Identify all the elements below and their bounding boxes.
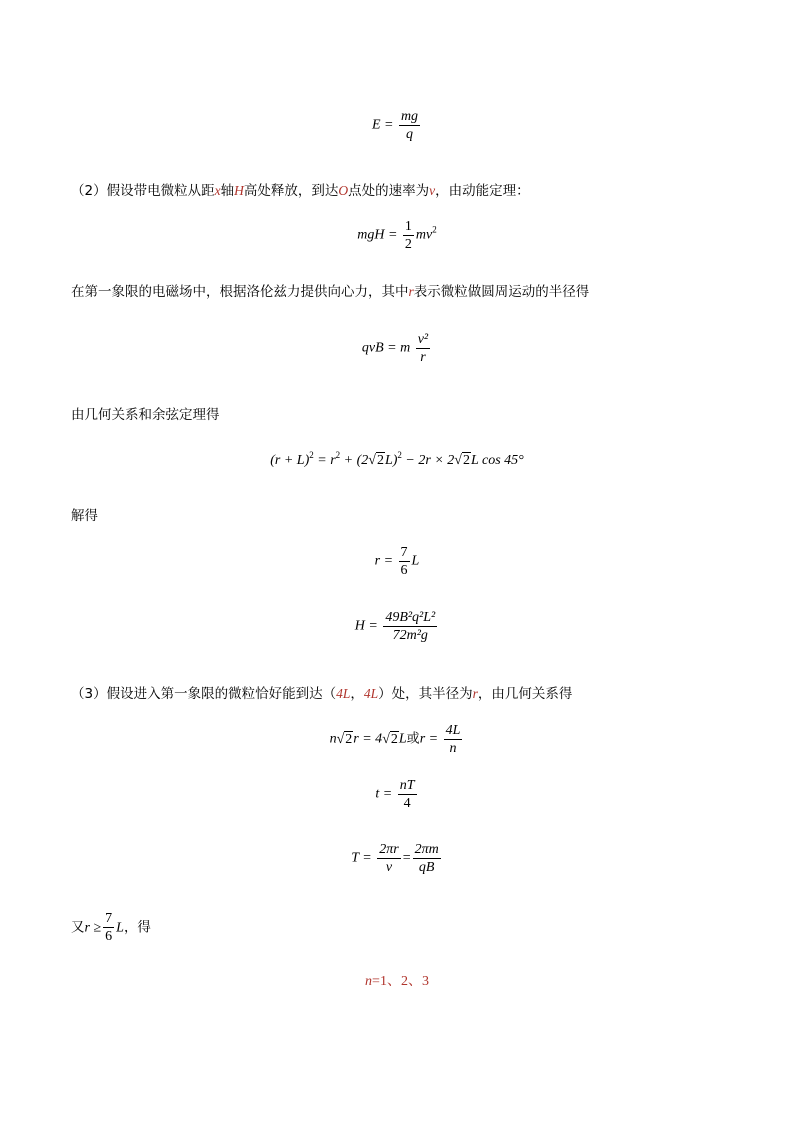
radicand: 2 — [345, 731, 353, 747]
denominator: n — [449, 741, 457, 756]
term: n — [329, 731, 337, 747]
paragraph-solve — [71, 504, 98, 524]
fraction — [399, 108, 420, 143]
text: 表示微粒做圆周运动的半径得 — [413, 284, 590, 300]
denominator: v — [385, 860, 393, 875]
denominator: q — [406, 127, 413, 142]
var-r: r — [472, 686, 478, 701]
term: (r + L) — [270, 453, 310, 468]
term: L cos 45° — [470, 453, 524, 468]
sqrt: √2 — [336, 731, 353, 747]
var-r: r — [408, 284, 414, 299]
paragraph-geometry — [71, 403, 220, 423]
radicand: 2 — [376, 453, 384, 468]
term: L) — [384, 453, 398, 468]
term: r ≥ — [84, 920, 102, 936]
numerator: 4L — [445, 723, 461, 738]
sqrt: √2 — [368, 453, 384, 468]
term: = r — [313, 453, 336, 468]
term: L — [398, 731, 407, 747]
or-text: 或 — [406, 731, 420, 747]
text: 解得 — [71, 508, 98, 524]
var-H: H — [234, 183, 244, 198]
text: （2）假设带电微粒从距 — [71, 183, 215, 199]
text: 高处释放，到达 — [243, 183, 339, 199]
radicand: 2 — [390, 731, 398, 747]
exponent: 2 — [397, 450, 402, 460]
fraction — [377, 841, 400, 876]
text: 在第一象限的电磁场中，根据洛伦兹力提供向心力，其中 — [71, 284, 409, 300]
paragraph-part-2 — [71, 179, 530, 199]
equation-period — [0, 841, 794, 876]
numerator: 7 — [105, 911, 113, 926]
eq-lhs: mgH = — [357, 227, 398, 243]
term: r = 4 — [353, 731, 383, 747]
term: + (2 — [340, 453, 369, 468]
equation-time — [0, 777, 794, 812]
equation-height — [0, 609, 794, 644]
text: ， — [350, 686, 364, 702]
text: ，由动能定理： — [435, 183, 530, 199]
fraction — [399, 544, 410, 579]
term: r = — [419, 731, 439, 747]
sqrt: √2 — [454, 453, 470, 468]
values: =1、2、3 — [372, 974, 429, 989]
denominator: 72m²g — [392, 628, 428, 643]
paragraph-part-3 — [71, 682, 572, 702]
numerator: 1 — [404, 219, 412, 234]
text: 由几何关系和余弦定理得 — [71, 407, 220, 423]
numerator: v² — [417, 332, 429, 347]
equals: = — [402, 850, 411, 866]
denominator: qB — [418, 860, 435, 875]
numerator: mg — [400, 109, 419, 124]
eq-lhs: r = — [374, 553, 394, 569]
fraction — [403, 218, 414, 253]
fraction — [413, 841, 441, 876]
text: 点处的速率为 — [348, 183, 430, 199]
eq-lhs: T = — [351, 850, 372, 866]
denominator: 4 — [403, 796, 411, 811]
eq-lhs: t = — [375, 786, 393, 802]
eq-lhs: E = — [371, 117, 394, 133]
eq-rhs: L — [411, 553, 420, 569]
exponent: 2 — [309, 450, 314, 460]
fraction — [103, 910, 114, 945]
text: ）处，其半径为 — [378, 686, 473, 702]
term: L — [116, 920, 124, 936]
sqrt: √2 — [382, 731, 398, 747]
equation-electric-field — [0, 108, 794, 143]
equation-n-relation — [0, 722, 794, 757]
var-n: n — [365, 974, 373, 989]
exponent: 2 — [335, 450, 341, 460]
eq-lhs: H = — [354, 618, 378, 634]
numerator: 2πm — [414, 842, 439, 857]
var-O: O — [338, 183, 349, 198]
fraction — [383, 609, 437, 644]
exponent: 2 — [432, 224, 437, 235]
eq-lhs: qvB = m — [361, 340, 411, 356]
text: （3）假设进入第一象限的微粒恰好能到达（ — [71, 686, 337, 702]
text: 轴 — [220, 183, 235, 199]
text: ，由几何关系得 — [477, 686, 573, 702]
fraction — [444, 722, 463, 757]
var-v: v — [429, 183, 436, 198]
paragraph-condition — [71, 910, 151, 945]
var-4L: 4L — [363, 686, 379, 701]
fraction — [416, 331, 430, 366]
numerator: 49B²q²L² — [385, 610, 436, 625]
text: 又 — [71, 919, 85, 936]
denominator: r — [420, 350, 426, 365]
radicand: 2 — [462, 453, 470, 468]
equation-cosine-law — [0, 450, 794, 469]
text: ，得 — [123, 919, 151, 936]
term: − 2r × 2 — [401, 453, 455, 468]
equation-radius — [0, 544, 794, 579]
numerator: nT — [399, 778, 415, 793]
equation-centripetal — [0, 331, 794, 366]
eq-rhs: mv — [415, 227, 433, 243]
result-n-values — [0, 970, 794, 990]
denominator: 6 — [105, 929, 113, 944]
fraction — [398, 777, 417, 812]
paragraph-lorentz — [71, 280, 589, 300]
numerator: 2πr — [379, 842, 399, 857]
var-4L: 4L — [336, 686, 351, 701]
var-x: x — [214, 183, 221, 198]
numerator: 7 — [400, 545, 408, 560]
denominator: 2 — [404, 237, 412, 252]
denominator: 6 — [400, 563, 408, 578]
equation-kinetic-energy — [0, 218, 794, 253]
